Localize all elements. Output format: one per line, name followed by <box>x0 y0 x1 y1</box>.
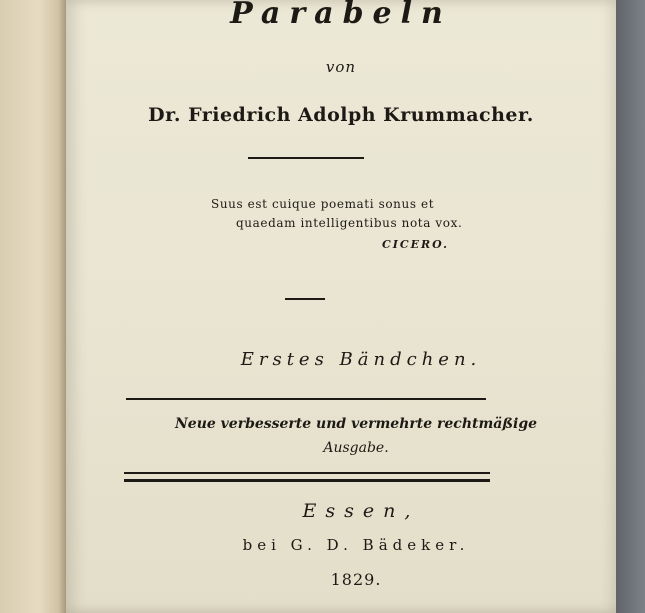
edition-line-1: Neue verbesserte und vermehrte rechtmäßige <box>174 416 538 432</box>
epigraph-source: CICERO. <box>382 238 449 251</box>
title-page <box>66 0 616 613</box>
epigraph-line-2: quaedam intelligentibus nota vox. <box>236 216 463 230</box>
divider-rule-2 <box>285 298 325 300</box>
divider-rule-4a <box>124 472 490 474</box>
author-name: Dr. Friedrich Adolph Krummacher. <box>148 104 534 126</box>
divider-rule-4b <box>124 479 490 482</box>
divider-rule-3 <box>126 398 486 400</box>
publication-year: 1829. <box>330 570 382 589</box>
publication-city: Essen, <box>302 500 420 522</box>
epigraph-line-1: Suus est cuique poemati sonus et <box>211 197 435 211</box>
edition-line-2: Ausgabe. <box>323 440 389 456</box>
divider-rule-1 <box>248 157 364 159</box>
book-title: Parabeln <box>230 0 452 31</box>
by-line: von <box>325 58 357 76</box>
publisher: bei G. D. Bädeker. <box>242 536 470 554</box>
volume-label: Erstes Bändchen. <box>240 349 482 370</box>
